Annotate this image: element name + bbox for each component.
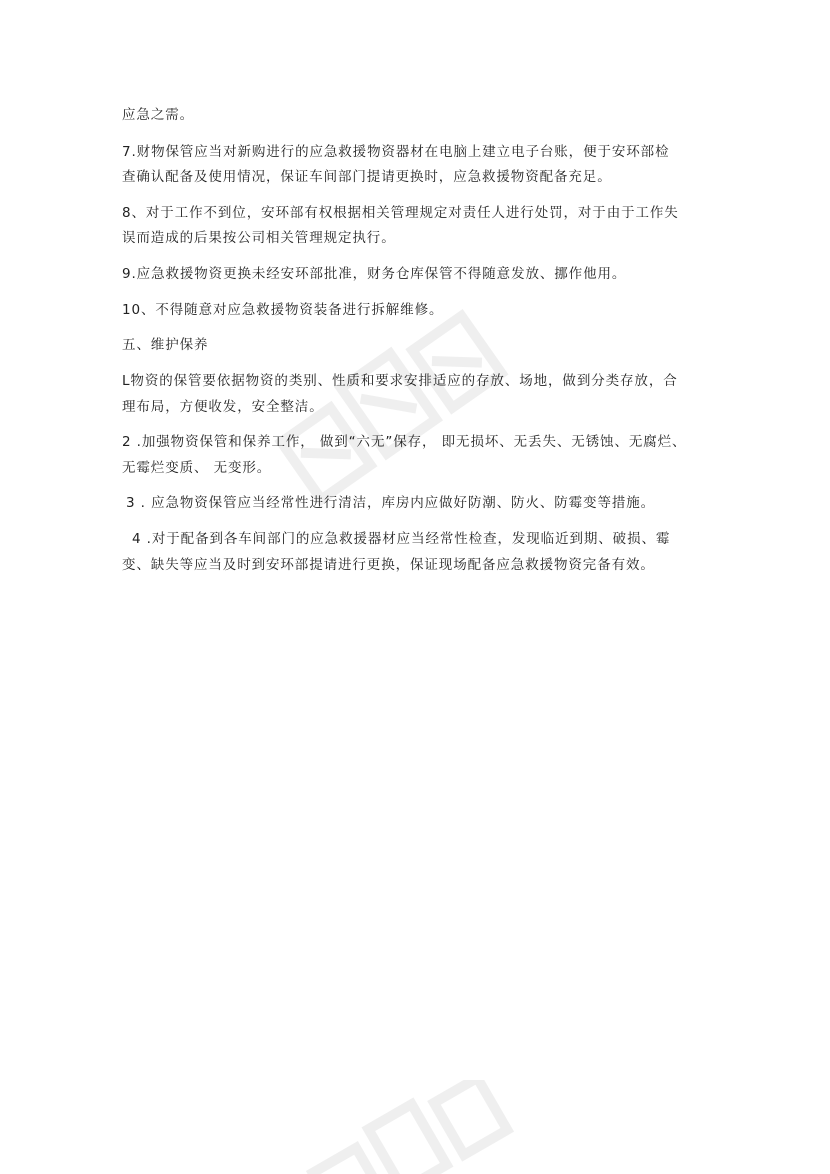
maint-item-4-line-2: 变、缺失等应当及时到安环部提请进行更换，保证现场配备应急救援物资完备有效。	[122, 557, 655, 573]
maint-item-2-line-1: 2 .加强物资保管和保养工作， 做到“六无”保存， 即无损坏、无丢失、无锈蚀、无腐烂、	[122, 434, 687, 450]
maint-item-1-line-1: L物资的保管要依据物资的类别、性质和要求安排适应的存放、场地，做到分类存放，合	[122, 373, 678, 389]
maint-item-4-line-1: 4 .对于配备到各车间部门的应急救援器材应当经常性检查，发现临近到期、破损、霉	[132, 531, 671, 547]
item-7-line-2: 查确认配备及使用情况，保证车间部门提请更换时，应急救援物资配备充足。	[122, 169, 612, 185]
section-heading-maintenance: 五、维护保养	[122, 337, 209, 353]
item-7-line-1: 7.财物保管应当对新购进行的应急救援物资器材在电脑上建立电子台账，便于安环部检	[122, 144, 670, 160]
text-line-1: 应急之需。	[122, 107, 194, 123]
maint-item-3: 3 . 应急物资保管应当经常性进行清洁，库房内应做好防潮、防火、防霉变等措施。	[126, 495, 656, 511]
maint-item-2-line-2: 无霉烂变质、 无变形。	[122, 460, 272, 476]
item-9: 9.应急救援物资更换未经安环部批准，财务仓库保管不得随意发放、挪作他用。	[122, 266, 627, 282]
maint-item-1-line-2: 理布局，方便收发，安全整洁。	[122, 399, 324, 415]
item-8-line-1: 8、对于工作不到位，安环部有权根据相关管理规定对责任人进行处罚，对于由于工作失	[122, 205, 679, 221]
item-8-line-2: 误而造成的后果按公司相关管理规定执行。	[122, 230, 396, 246]
item-10: 10、不得随意对应急救援物资装备进行拆解维修。	[122, 302, 444, 318]
watermark-logo-bottom	[300, 1080, 530, 1174]
